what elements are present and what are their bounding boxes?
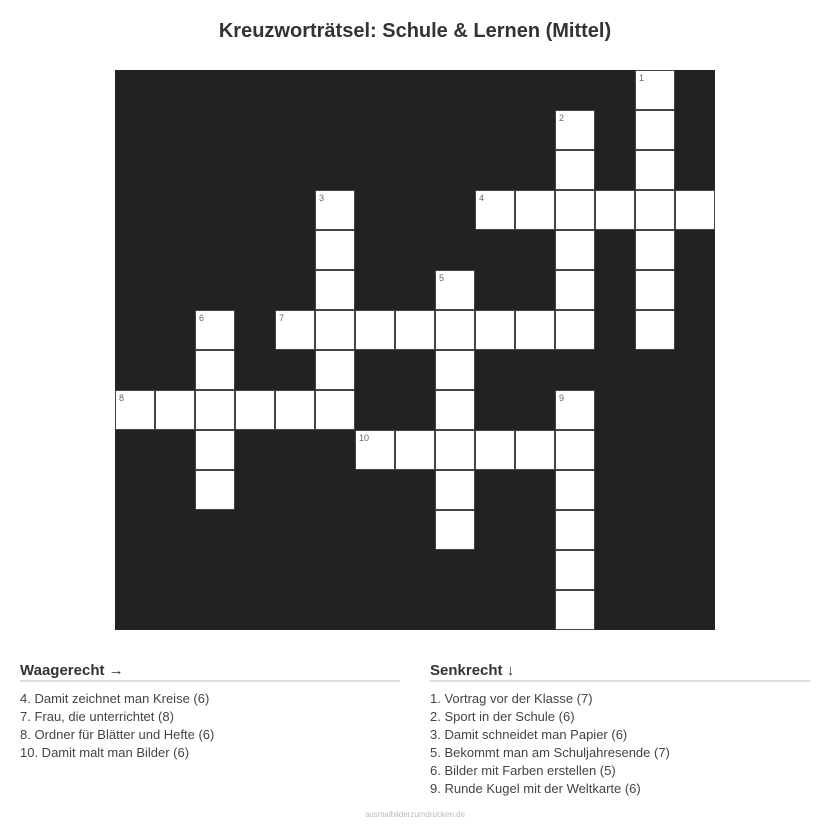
down-clue: 3. Damit schneidet man Papier (6) bbox=[430, 727, 628, 742]
crossword-cell[interactable] bbox=[515, 190, 555, 230]
down-clue: 6. Bilder mit Farben erstellen (5) bbox=[430, 763, 616, 778]
down-clues bbox=[430, 662, 810, 798]
crossword-cell[interactable] bbox=[195, 470, 235, 510]
down-clue: 5. Bekommt man am Schuljahresende (7) bbox=[430, 745, 670, 760]
crossword-cell[interactable] bbox=[315, 230, 355, 270]
down-clue-list bbox=[430, 690, 810, 798]
crossword-cell[interactable] bbox=[635, 190, 675, 230]
clue-number: 7 bbox=[279, 313, 285, 323]
across-clue: 4. Damit zeichnet man Kreise (6) bbox=[20, 691, 210, 706]
crossword-cell[interactable] bbox=[555, 390, 595, 430]
down-clue: 9. Runde Kugel mit der Weltkarte (6) bbox=[430, 781, 641, 796]
crossword-cell[interactable] bbox=[515, 310, 555, 350]
crossword-cell[interactable] bbox=[555, 510, 595, 550]
crossword-cell[interactable] bbox=[555, 270, 595, 310]
crossword-cell[interactable] bbox=[555, 590, 595, 630]
across-clue: 10. Damit malt man Bilder (6) bbox=[20, 745, 190, 760]
crossword-cell[interactable] bbox=[315, 310, 355, 350]
crossword-cell[interactable] bbox=[435, 310, 475, 350]
crossword-cell[interactable] bbox=[635, 70, 675, 110]
crossword-cell[interactable] bbox=[595, 190, 635, 230]
crossword-cell[interactable] bbox=[195, 310, 235, 350]
crossword-cell[interactable] bbox=[315, 190, 355, 230]
crossword-cell[interactable] bbox=[275, 390, 315, 430]
across-clue: 7. Frau, die unterrichtet (8) bbox=[20, 709, 174, 724]
crossword-cell[interactable] bbox=[555, 470, 595, 510]
crossword-cell[interactable] bbox=[475, 430, 515, 470]
crossword-cell[interactable] bbox=[435, 430, 475, 470]
crossword-cell[interactable] bbox=[555, 190, 595, 230]
puzzle-title: Kreuzworträtsel: Schule & Lernen (Mittel) bbox=[218, 20, 612, 42]
crossword-cell[interactable] bbox=[315, 350, 355, 390]
clue-number: 4 bbox=[479, 193, 485, 203]
down-clue: 1. Vortrag vor der Klasse (7) bbox=[430, 691, 593, 706]
crossword-cell[interactable] bbox=[555, 150, 595, 190]
crossword-cell[interactable] bbox=[235, 390, 275, 430]
crossword-cell[interactable] bbox=[555, 310, 595, 350]
crossword-cell[interactable] bbox=[435, 270, 475, 310]
clue-number: 10 bbox=[359, 433, 370, 443]
crossword-cell[interactable] bbox=[435, 350, 475, 390]
across-clues bbox=[20, 662, 400, 762]
crossword-cell[interactable] bbox=[315, 270, 355, 310]
clue-number: 5 bbox=[439, 273, 445, 283]
down-clue: 2. Sport in der Schule (6) bbox=[430, 709, 575, 724]
clue-number: 1 bbox=[639, 73, 645, 83]
crossword-cell[interactable] bbox=[475, 190, 515, 230]
crossword-cell[interactable] bbox=[275, 310, 315, 350]
crossword-cell[interactable] bbox=[475, 310, 515, 350]
crossword-cell[interactable] bbox=[315, 390, 355, 430]
crossword-cell[interactable] bbox=[195, 350, 235, 390]
clue-number: 6 bbox=[199, 313, 205, 323]
down-heading: Senkrecht ↓ bbox=[430, 662, 810, 682]
crossword-cell[interactable] bbox=[635, 110, 675, 150]
crossword-cell[interactable] bbox=[155, 390, 195, 430]
crossword-cell[interactable] bbox=[435, 390, 475, 430]
clue-number: 2 bbox=[559, 113, 565, 123]
crossword-cell[interactable] bbox=[355, 310, 395, 350]
crossword-cell[interactable] bbox=[395, 310, 435, 350]
crossword-cell[interactable] bbox=[635, 270, 675, 310]
crossword-cell[interactable] bbox=[195, 430, 235, 470]
clue-number: 9 bbox=[559, 393, 565, 403]
crossword-cell[interactable] bbox=[635, 150, 675, 190]
crossword-cell[interactable] bbox=[115, 390, 155, 430]
crossword-cell[interactable] bbox=[435, 510, 475, 550]
crossword-cell[interactable] bbox=[355, 430, 395, 470]
crossword-grid bbox=[115, 70, 715, 630]
crossword-cell[interactable] bbox=[435, 470, 475, 510]
crossword-cell[interactable] bbox=[675, 190, 715, 230]
crossword-cell[interactable] bbox=[635, 310, 675, 350]
crossword-cell[interactable] bbox=[395, 430, 435, 470]
crossword-cell[interactable] bbox=[195, 390, 235, 430]
crossword-cell[interactable] bbox=[555, 110, 595, 150]
crossword-cell[interactable] bbox=[635, 230, 675, 270]
clue-number: 8 bbox=[119, 393, 125, 403]
crossword-cell[interactable] bbox=[555, 550, 595, 590]
crossword-cell[interactable] bbox=[555, 430, 595, 470]
clue-number: 3 bbox=[319, 193, 325, 203]
crossword-cell[interactable] bbox=[515, 430, 555, 470]
across-clue-list bbox=[20, 690, 400, 762]
footer-credit: ausmalbilderzumdrucken.de bbox=[364, 810, 466, 819]
crossword-cell[interactable] bbox=[555, 230, 595, 270]
across-heading: Waagerecht → bbox=[20, 662, 400, 682]
across-clue: 8. Ordner für Blätter und Hefte (6) bbox=[20, 727, 215, 742]
